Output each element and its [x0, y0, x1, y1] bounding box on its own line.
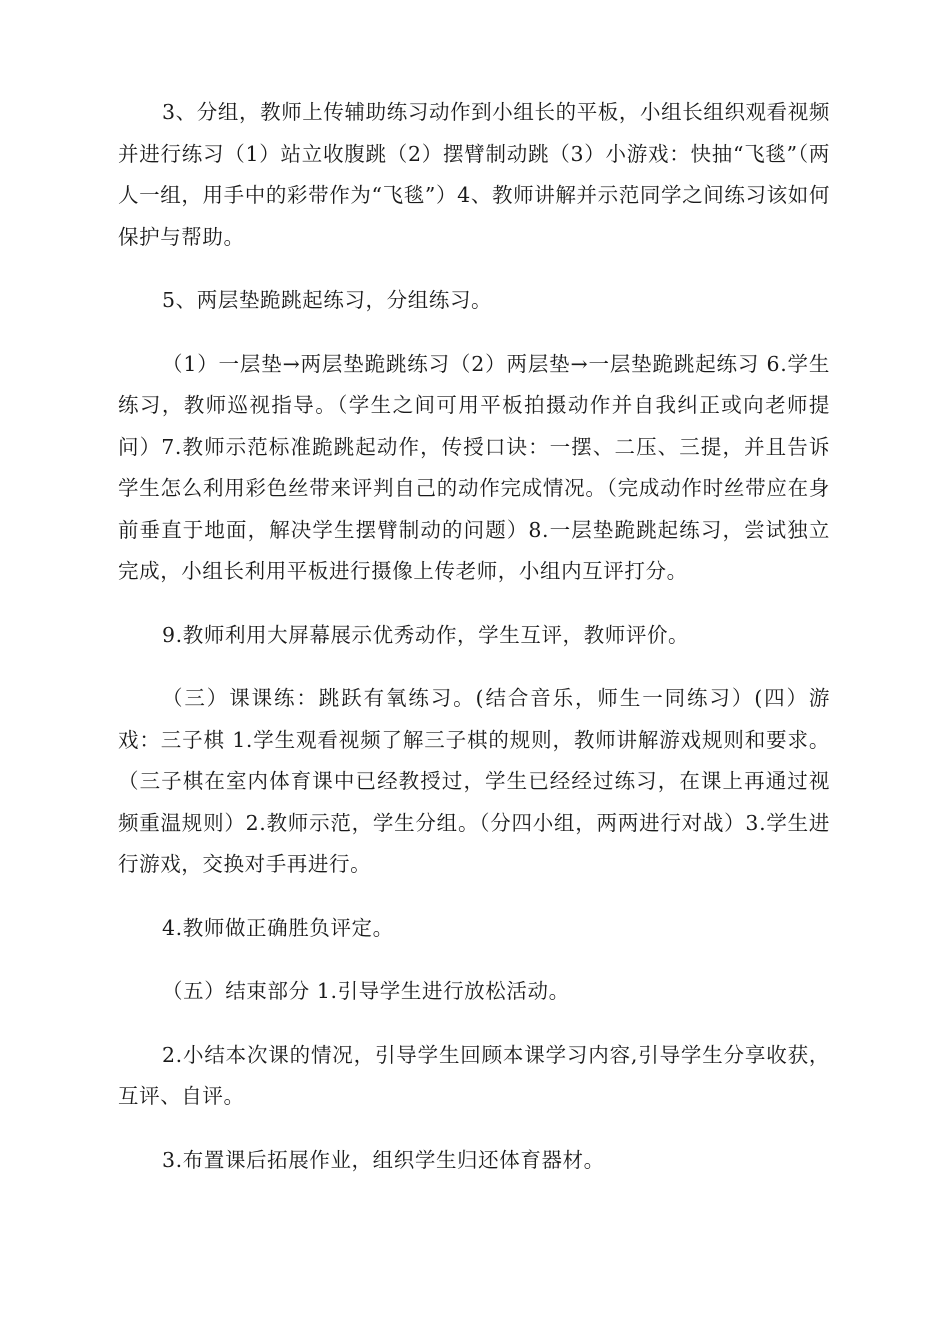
- paragraph-judging: 4.教师做正确胜负评定。: [162, 915, 394, 940]
- paragraph-exercise-game: （三）课课练：跳跃有氧练习。(结合音乐，师生一同练习）(四）游戏：三子棋 1.学生观看视频了解三子棋的规则，教师讲解游戏规则和要求。（三子棋在室内体育课中已经教授过，学生已经经过练习，在课上再通过视频重温规则）2.教师示范，学生分组。（分四小组，两两进行对战）3.学生进行游戏，交换对手再进行。: [118, 686, 830, 876]
- paragraph-ending-part: （五）结束部分 1.引导学生进行放松活动。: [162, 979, 570, 1003]
- paragraph-practice-steps: （1）一层垫→两层垫跪跳练习（2）两层垫→一层垫跪跳起练习 6.学生练习，教师巡视指导。（学生之间可用平板拍摄动作并自我纠正或向老师提问）7.教师示范标准跪跳起动作，传授口诀：一摆、二压、三提，并且告诉学生怎么利用彩色丝带来评判自己的动作完成情况。（完成动作时丝带应在身前垂直于地面，解决学生摆臂制动的问题）8.一层垫跪跳起练习，尝试独立完成，小组长利用平板进行摄像上传老师，小组内互评打分。: [118, 351, 830, 583]
- paragraph-summary: 2.小结本次课的情况，引导学生回顾本课学习内容,引导学生分享收获，互评、自评。: [118, 1042, 830, 1108]
- document-page: [118, 92, 830, 1203]
- paragraph-big-screen: 9.教师利用大屏幕展示优秀动作，学生互评，教师评价。: [162, 622, 690, 647]
- paragraph-grouping-practice: 3、分组，教师上传辅助练习动作到小组长的平板，小组长组织观看视频并进行练习（1）站立收腹跳（2）摆臂制动跳（3）小游戏：快抽“飞毯”（两人一组，用手中的彩带作为“飞毯”）4、教师讲解并示范同学之间练习该如何保护与帮助。: [118, 100, 830, 249]
- paragraph-two-layer-mat: 5、两层垫跪跳起练习，分组练习。: [162, 288, 493, 312]
- paragraph-homework: 3.布置课后拓展作业，组织学生归还体育器材。: [162, 1147, 605, 1172]
